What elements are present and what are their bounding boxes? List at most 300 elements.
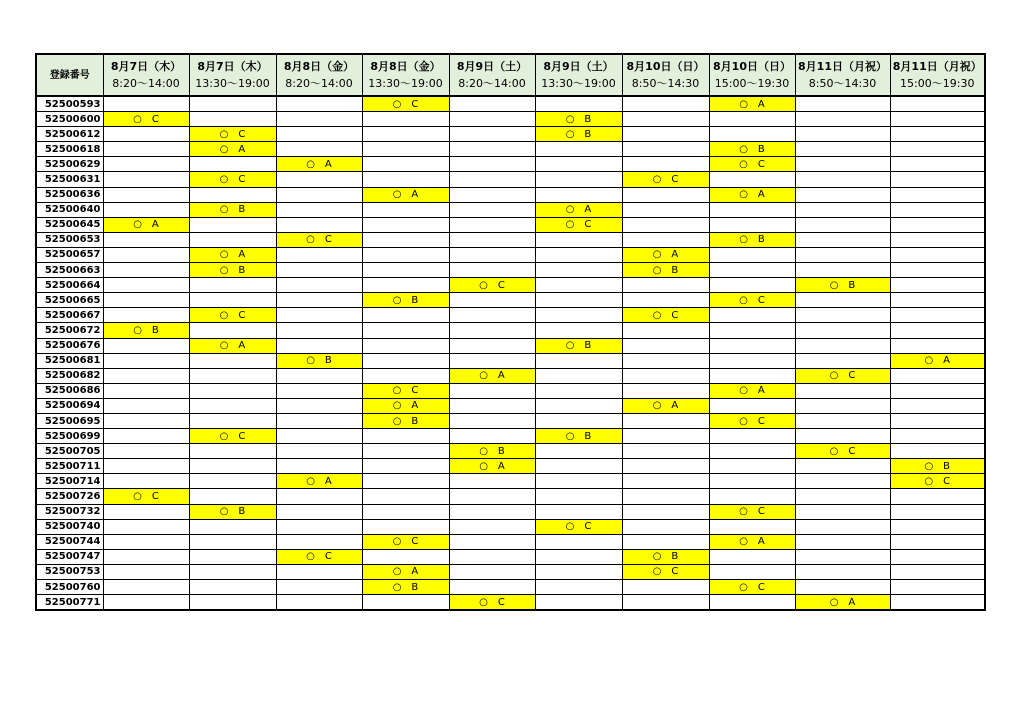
empty-cell	[103, 413, 189, 428]
empty-cell	[709, 247, 795, 262]
empty-cell	[709, 595, 795, 611]
empty-cell	[103, 519, 189, 534]
empty-cell	[535, 398, 622, 413]
empty-cell	[276, 127, 362, 142]
empty-cell	[276, 504, 362, 519]
empty-cell	[709, 489, 795, 504]
empty-cell	[276, 263, 362, 278]
empty-cell	[449, 338, 535, 353]
empty-cell	[709, 308, 795, 323]
empty-cell	[535, 368, 622, 383]
empty-cell	[795, 474, 890, 489]
empty-cell	[709, 368, 795, 383]
empty-cell	[795, 534, 890, 549]
registration-number: 52500640	[36, 202, 103, 217]
empty-cell	[276, 429, 362, 444]
table-row	[36, 534, 985, 549]
empty-cell	[449, 398, 535, 413]
table-row	[36, 187, 985, 202]
assignment-cell: ○ B	[535, 429, 622, 444]
empty-cell	[103, 383, 189, 398]
registration-number: 52500663	[36, 263, 103, 278]
assignment-cell: ○ B	[189, 504, 276, 519]
empty-cell	[890, 187, 985, 202]
empty-cell	[795, 187, 890, 202]
registration-number: 52500711	[36, 459, 103, 474]
column-time: 15:00～19:30	[900, 77, 975, 90]
empty-cell	[795, 504, 890, 519]
empty-cell	[795, 429, 890, 444]
empty-cell	[795, 293, 890, 308]
column-time: 13:30～19:00	[541, 77, 616, 90]
empty-cell	[535, 278, 622, 293]
empty-cell	[362, 489, 449, 504]
empty-cell	[449, 519, 535, 534]
registration-number: 52500714	[36, 474, 103, 489]
empty-cell	[709, 278, 795, 293]
empty-cell	[890, 595, 985, 611]
empty-cell	[189, 112, 276, 127]
empty-cell	[362, 595, 449, 611]
empty-cell	[103, 595, 189, 611]
column-date: 8月8日（金）	[283, 60, 355, 73]
empty-cell	[890, 127, 985, 142]
empty-cell	[709, 338, 795, 353]
empty-cell	[362, 127, 449, 142]
empty-cell	[276, 459, 362, 474]
empty-cell	[890, 398, 985, 413]
empty-cell	[276, 489, 362, 504]
empty-cell	[362, 368, 449, 383]
empty-cell	[709, 429, 795, 444]
column-time: 8:50～14:30	[631, 77, 700, 90]
empty-cell	[276, 398, 362, 413]
column-header	[890, 54, 985, 96]
empty-cell	[535, 474, 622, 489]
empty-cell	[622, 444, 709, 459]
empty-cell	[890, 217, 985, 232]
empty-cell	[622, 595, 709, 611]
assignment-cell: ○ C	[189, 127, 276, 142]
empty-cell	[449, 534, 535, 549]
empty-cell	[890, 519, 985, 534]
empty-cell	[535, 247, 622, 262]
empty-cell	[795, 549, 890, 564]
empty-cell	[103, 232, 189, 247]
empty-cell	[622, 534, 709, 549]
empty-cell	[189, 96, 276, 112]
assignment-cell: ○ B	[622, 263, 709, 278]
empty-cell	[709, 263, 795, 278]
column-header	[103, 54, 189, 96]
empty-cell	[449, 489, 535, 504]
assignment-cell: ○ C	[535, 217, 622, 232]
empty-cell	[890, 534, 985, 549]
column-date: 8月7日（木）	[110, 60, 182, 73]
registration-number: 52500695	[36, 413, 103, 428]
empty-cell	[103, 459, 189, 474]
empty-cell	[535, 157, 622, 172]
column-time: 8:20～14:00	[285, 77, 353, 90]
empty-cell	[622, 353, 709, 368]
empty-cell	[795, 383, 890, 398]
column-date: 8月11日（月祝）	[798, 60, 887, 73]
empty-cell	[362, 202, 449, 217]
empty-cell	[709, 564, 795, 579]
empty-cell	[622, 504, 709, 519]
assignment-cell: ○ C	[362, 383, 449, 398]
registration-number: 52500744	[36, 534, 103, 549]
registration-number: 52500612	[36, 127, 103, 142]
column-header	[189, 54, 276, 96]
empty-cell	[449, 308, 535, 323]
empty-cell	[709, 112, 795, 127]
empty-cell	[890, 383, 985, 398]
assignment-cell: ○ A	[189, 338, 276, 353]
table-row	[36, 444, 985, 459]
empty-cell	[449, 172, 535, 187]
empty-cell	[795, 308, 890, 323]
empty-cell	[535, 580, 622, 595]
empty-cell	[795, 112, 890, 127]
empty-cell	[103, 263, 189, 278]
registration-number: 52500681	[36, 353, 103, 368]
registration-number: 52500682	[36, 368, 103, 383]
empty-cell	[449, 187, 535, 202]
assignment-cell: ○ A	[622, 247, 709, 262]
assignment-cell: ○ B	[535, 112, 622, 127]
registration-number: 52500705	[36, 444, 103, 459]
empty-cell	[795, 489, 890, 504]
empty-cell	[449, 142, 535, 157]
empty-cell	[709, 549, 795, 564]
empty-cell	[276, 519, 362, 534]
empty-cell	[709, 323, 795, 338]
assignment-cell: ○ C	[795, 444, 890, 459]
empty-cell	[535, 142, 622, 157]
empty-cell	[535, 549, 622, 564]
id-column-header: 登録番号	[36, 54, 103, 96]
empty-cell	[362, 459, 449, 474]
empty-cell	[103, 429, 189, 444]
column-time: 13:30～19:00	[195, 77, 270, 90]
empty-cell	[449, 383, 535, 398]
table-row	[36, 429, 985, 444]
empty-cell	[189, 564, 276, 579]
table-row	[36, 564, 985, 579]
column-date: 8月10日（日）	[626, 60, 705, 73]
empty-cell	[189, 489, 276, 504]
empty-cell	[890, 308, 985, 323]
empty-cell	[449, 112, 535, 127]
empty-cell	[535, 595, 622, 611]
empty-cell	[622, 112, 709, 127]
empty-cell	[890, 564, 985, 579]
empty-cell	[449, 429, 535, 444]
empty-cell	[276, 202, 362, 217]
empty-cell	[276, 383, 362, 398]
empty-cell	[362, 549, 449, 564]
empty-cell	[103, 96, 189, 112]
table-row	[36, 278, 985, 293]
empty-cell	[890, 263, 985, 278]
empty-cell	[189, 534, 276, 549]
assignment-cell: ○ C	[709, 580, 795, 595]
assignment-cell: ○ C	[622, 308, 709, 323]
empty-cell	[189, 187, 276, 202]
assignment-cell: ○ A	[276, 157, 362, 172]
assignment-cell: ○ C	[535, 519, 622, 534]
empty-cell	[535, 413, 622, 428]
table-row	[36, 595, 985, 611]
empty-cell	[622, 232, 709, 247]
empty-cell	[622, 202, 709, 217]
table-row	[36, 398, 985, 413]
empty-cell	[890, 444, 985, 459]
empty-cell	[362, 353, 449, 368]
assignment-cell: ○ B	[276, 353, 362, 368]
empty-cell	[449, 96, 535, 112]
empty-cell	[189, 444, 276, 459]
empty-cell	[189, 323, 276, 338]
empty-cell	[890, 112, 985, 127]
empty-cell	[535, 564, 622, 579]
empty-cell	[622, 187, 709, 202]
assignment-cell: ○ B	[795, 278, 890, 293]
assignment-cell: ○ A	[622, 398, 709, 413]
table-row	[36, 383, 985, 398]
empty-cell	[795, 127, 890, 142]
assignment-cell: ○ B	[535, 338, 622, 353]
empty-cell	[890, 293, 985, 308]
empty-cell	[276, 564, 362, 579]
registration-number: 52500771	[36, 595, 103, 611]
empty-cell	[276, 413, 362, 428]
assignment-cell: ○ C	[709, 293, 795, 308]
empty-cell	[890, 247, 985, 262]
empty-cell	[890, 504, 985, 519]
empty-cell	[103, 157, 189, 172]
column-date: 8月9日（土）	[456, 60, 528, 73]
assignment-cell: ○ B	[890, 459, 985, 474]
empty-cell	[890, 142, 985, 157]
assignment-cell: ○ A	[890, 353, 985, 368]
table-header	[36, 54, 985, 96]
empty-cell	[276, 217, 362, 232]
empty-cell	[103, 172, 189, 187]
empty-cell	[276, 96, 362, 112]
empty-cell	[276, 142, 362, 157]
registration-number: 52500645	[36, 217, 103, 232]
table-row	[36, 232, 985, 247]
table-row	[36, 247, 985, 262]
empty-cell	[795, 157, 890, 172]
empty-cell	[795, 142, 890, 157]
empty-cell	[622, 96, 709, 112]
empty-cell	[103, 202, 189, 217]
registration-number: 52500732	[36, 504, 103, 519]
column-header	[795, 54, 890, 96]
empty-cell	[449, 564, 535, 579]
registration-number: 52500699	[36, 429, 103, 444]
empty-cell	[103, 474, 189, 489]
empty-cell	[449, 504, 535, 519]
empty-cell	[795, 172, 890, 187]
table-row	[36, 308, 985, 323]
empty-cell	[795, 459, 890, 474]
empty-cell	[795, 323, 890, 338]
empty-cell	[622, 323, 709, 338]
column-date: 8月7日（木）	[197, 60, 268, 73]
empty-cell	[103, 549, 189, 564]
registration-number: 52500618	[36, 142, 103, 157]
column-date: 8月8日（金）	[370, 60, 441, 73]
empty-cell	[449, 580, 535, 595]
column-header	[276, 54, 362, 96]
empty-cell	[709, 444, 795, 459]
table-row	[36, 519, 985, 534]
empty-cell	[890, 338, 985, 353]
empty-cell	[795, 580, 890, 595]
empty-cell	[795, 564, 890, 579]
registration-number: 52500676	[36, 338, 103, 353]
empty-cell	[535, 383, 622, 398]
table-row	[36, 474, 985, 489]
empty-cell	[890, 323, 985, 338]
empty-cell	[362, 247, 449, 262]
empty-cell	[890, 232, 985, 247]
column-header	[362, 54, 449, 96]
assignment-cell: ○ B	[709, 142, 795, 157]
assignment-cell: ○ B	[449, 444, 535, 459]
empty-cell	[276, 323, 362, 338]
registration-number: 52500740	[36, 519, 103, 534]
assignment-cell: ○ A	[362, 187, 449, 202]
empty-cell	[535, 444, 622, 459]
assignment-cell: ○ C	[890, 474, 985, 489]
assignment-cell: ○ C	[709, 157, 795, 172]
empty-cell	[622, 157, 709, 172]
empty-cell	[189, 217, 276, 232]
empty-cell	[449, 293, 535, 308]
empty-cell	[103, 293, 189, 308]
assignment-cell: ○ A	[103, 217, 189, 232]
empty-cell	[103, 278, 189, 293]
empty-cell	[535, 489, 622, 504]
empty-cell	[103, 564, 189, 579]
registration-number: 52500760	[36, 580, 103, 595]
assignment-cell: ○ C	[189, 308, 276, 323]
table-body	[36, 96, 985, 610]
empty-cell	[362, 112, 449, 127]
empty-cell	[622, 459, 709, 474]
empty-cell	[622, 278, 709, 293]
empty-cell	[189, 278, 276, 293]
column-header	[622, 54, 709, 96]
empty-cell	[535, 534, 622, 549]
empty-cell	[535, 187, 622, 202]
assignment-cell: ○ B	[362, 580, 449, 595]
empty-cell	[103, 142, 189, 157]
empty-cell	[103, 504, 189, 519]
empty-cell	[276, 534, 362, 549]
empty-cell	[276, 595, 362, 611]
table-row	[36, 489, 985, 504]
empty-cell	[449, 217, 535, 232]
empty-cell	[535, 353, 622, 368]
assignment-cell: ○ A	[795, 595, 890, 611]
registration-number: 52500747	[36, 549, 103, 564]
table-row	[36, 142, 985, 157]
empty-cell	[103, 247, 189, 262]
empty-cell	[890, 429, 985, 444]
empty-cell	[276, 338, 362, 353]
table-row	[36, 127, 985, 142]
table-row	[36, 157, 985, 172]
assignment-cell: ○ C	[709, 413, 795, 428]
empty-cell	[103, 353, 189, 368]
empty-cell	[795, 413, 890, 428]
empty-cell	[709, 353, 795, 368]
assignment-cell: ○ A	[535, 202, 622, 217]
empty-cell	[709, 398, 795, 413]
empty-cell	[795, 202, 890, 217]
table-row	[36, 580, 985, 595]
assignment-cell: ○ B	[189, 202, 276, 217]
assignment-cell: ○ C	[709, 504, 795, 519]
registration-number: 52500600	[36, 112, 103, 127]
empty-cell	[535, 308, 622, 323]
registration-number: 52500753	[36, 564, 103, 579]
assignment-cell: ○ A	[276, 474, 362, 489]
empty-cell	[535, 504, 622, 519]
registration-number: 52500686	[36, 383, 103, 398]
empty-cell	[622, 368, 709, 383]
empty-cell	[362, 172, 449, 187]
registration-number: 52500657	[36, 247, 103, 262]
column-header	[535, 54, 622, 96]
empty-cell	[535, 323, 622, 338]
column-header	[449, 54, 535, 96]
assignment-cell: ○ C	[276, 549, 362, 564]
assignment-cell: ○ C	[449, 278, 535, 293]
column-header	[709, 54, 795, 96]
registration-number: 52500726	[36, 489, 103, 504]
empty-cell	[795, 232, 890, 247]
empty-cell	[535, 263, 622, 278]
assignment-cell: ○ C	[276, 232, 362, 247]
column-time: 8:50～14:30	[808, 77, 877, 90]
empty-cell	[622, 519, 709, 534]
table-row	[36, 112, 985, 127]
assignment-cell: ○ C	[622, 564, 709, 579]
table-row	[36, 413, 985, 428]
table-row	[36, 217, 985, 232]
assignment-cell: ○ B	[362, 293, 449, 308]
assignment-cell: ○ C	[189, 172, 276, 187]
registration-number: 52500631	[36, 172, 103, 187]
empty-cell	[709, 202, 795, 217]
empty-cell	[890, 413, 985, 428]
empty-cell	[362, 142, 449, 157]
assignment-cell: ○ C	[103, 489, 189, 504]
empty-cell	[449, 413, 535, 428]
empty-cell	[362, 429, 449, 444]
assignment-cell: ○ C	[362, 96, 449, 112]
table-row	[36, 293, 985, 308]
empty-cell	[103, 398, 189, 413]
assignment-cell: ○ B	[622, 549, 709, 564]
